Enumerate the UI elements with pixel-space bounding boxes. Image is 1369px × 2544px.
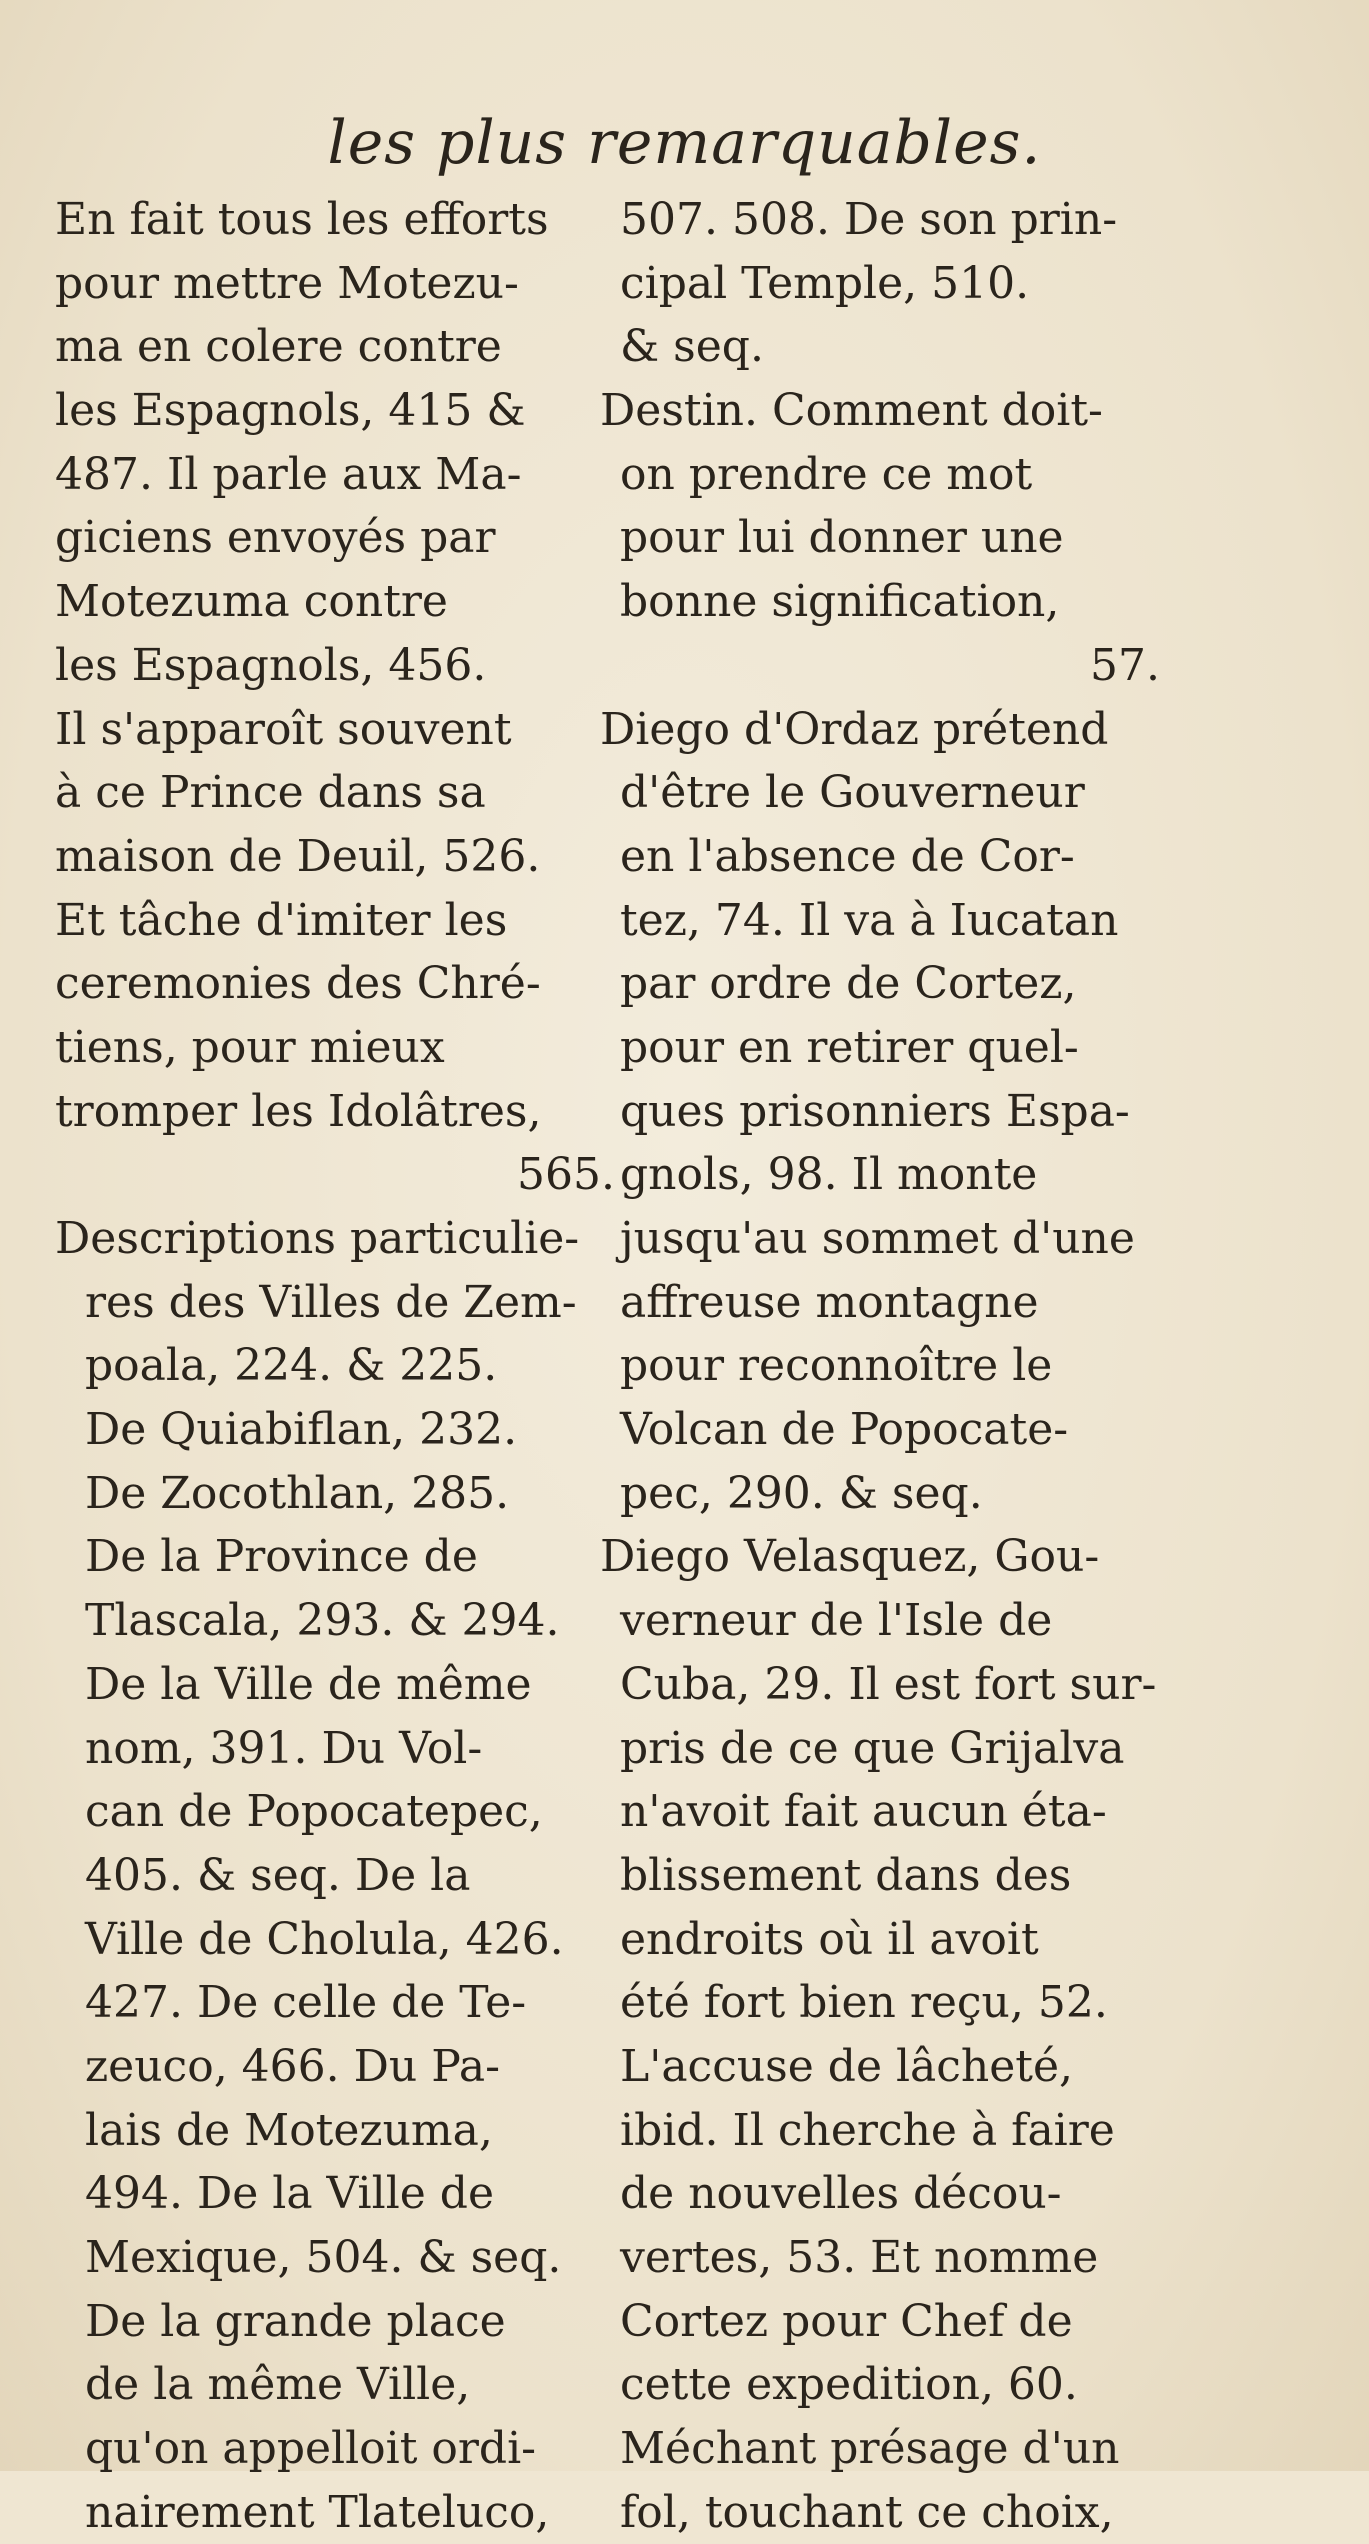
- index-line: ceremonies des Chré-: [55, 958, 541, 1010]
- index-line: vertes, 53. Et nomme: [620, 2232, 1099, 2283]
- index-line: Tlascala, 293. & 294.: [85, 1595, 560, 1647]
- index-line: pour mettre Motezu-: [55, 257, 519, 309]
- index-line: par ordre de Cortez,: [620, 958, 1077, 1010]
- index-line: pec, 290. & seq.: [620, 1467, 983, 1519]
- index-line: d'être le Gouverneur: [620, 767, 1085, 819]
- index-line: Et tâche d'imiter les: [55, 894, 508, 946]
- index-line: qu'on appelloit ordi-: [85, 2423, 537, 2475]
- index-line: pour en retirer quel-: [620, 1021, 1079, 1073]
- index-line: en l'absence de Cor-: [620, 830, 1075, 882]
- index-line: maison de Deuil, 526.: [55, 830, 541, 882]
- index-line: 487. Il parle aux Ma-: [55, 448, 522, 500]
- index-line: tiens, pour mieux: [55, 1021, 445, 1073]
- index-line: 507. 508. De son prin-: [620, 194, 1118, 245]
- index-line: De la Province de: [85, 1531, 478, 1583]
- index-line: Il s'apparoît souvent: [55, 703, 512, 755]
- index-line: ma en colere contre: [55, 321, 502, 373]
- index-line: En fait tous les efforts: [55, 194, 549, 245]
- index-line: L'accuse de lâcheté,: [620, 2040, 1073, 2092]
- index-line: bonne signification,: [620, 576, 1060, 628]
- index-line: ques prisonniers Espa-: [620, 1085, 1130, 1137]
- index-line: Mexique, 504. & seq.: [85, 2232, 562, 2283]
- index-entry-heading: Destin. Comment doit-: [600, 385, 1103, 437]
- index-line: De Zocothlan, 285.: [85, 1467, 510, 1519]
- index-line: on prendre ce mot: [620, 448, 1033, 500]
- left-column: [55, 188, 615, 2544]
- index-line: pour lui donner une: [620, 512, 1064, 564]
- index-line: tromper les Idolâtres,: [55, 1085, 542, 1137]
- index-line: jusqu'au sommet d'une: [620, 1213, 1135, 1264]
- index-line: res des Villes de Zem-: [85, 1276, 577, 1328]
- index-line: 405. & seq. De la: [85, 1849, 471, 1901]
- index-line: Motezuma contre: [55, 576, 448, 628]
- index-line: & seq.: [620, 321, 764, 373]
- index-line: De Quiabiflan, 232.: [85, 1404, 518, 1456]
- index-line: can de Popocatepec,: [85, 1786, 543, 1838]
- index-line: pour reconnoître le: [620, 1340, 1053, 1392]
- index-line: 494. De la Ville de: [85, 2168, 494, 2220]
- index-line: affreuse montagne: [620, 1276, 1039, 1328]
- index-line: tez, 74. Il va à Iucatan: [620, 894, 1119, 946]
- index-line: nairement Tlateluco,: [85, 2486, 550, 2538]
- index-line: les Espagnols, 456.: [55, 639, 487, 691]
- index-line: Cuba, 29. Il est fort sur-: [620, 1658, 1157, 1710]
- running-header: les plus remarquables.: [327, 108, 1042, 178]
- index-entry-heading: Diego Velasquez, Gou-: [600, 1531, 1100, 1583]
- index-line: verneur de l'Isle de: [620, 1595, 1053, 1647]
- index-line: de nouvelles décou-: [620, 2168, 1062, 2220]
- index-line: giciens envoyés par: [55, 512, 496, 564]
- index-line: 57.: [1090, 639, 1160, 691]
- index-line: Cortez pour Chef de: [620, 2295, 1073, 2347]
- index-line: De la grande place: [85, 2295, 506, 2347]
- index-entry-heading: Descriptions particulie-: [55, 1213, 580, 1264]
- index-line: Volcan de Popocate-: [620, 1404, 1069, 1456]
- index-line: fol, touchant ce choix,: [620, 2486, 1114, 2538]
- index-line: De la Ville de même: [85, 1658, 532, 1710]
- index-line: été fort bien reçu, 52.: [620, 1977, 1108, 2029]
- index-line: n'avoit fait aucun éta-: [620, 1786, 1107, 1838]
- index-line: de la même Ville,: [85, 2359, 471, 2411]
- index-line: endroits où il avoit: [620, 1913, 1039, 1965]
- index-line: cipal Temple, 510.: [620, 257, 1030, 309]
- right-column: [600, 188, 1160, 2544]
- index-line: lais de Motezuma,: [85, 2104, 493, 2156]
- index-line: poala, 224. & 225.: [85, 1340, 498, 1392]
- index-line: zeuco, 466. Du Pa-: [85, 2040, 500, 2092]
- index-line: à ce Prince dans sa: [55, 767, 486, 819]
- index-line: Ville de Cholula, 426.: [85, 1913, 564, 1965]
- index-line: pris de ce que Grijalva: [620, 1722, 1125, 1774]
- index-line: Méchant présage d'un: [620, 2423, 1120, 2475]
- index-line: nom, 391. Du Vol-: [85, 1722, 483, 1774]
- index-line: 565.: [517, 1149, 615, 1201]
- index-line: 427. De celle de Te-: [85, 1977, 527, 2029]
- index-line: ibid. Il cherche à faire: [620, 2104, 1115, 2156]
- index-line: blissement dans des: [620, 1849, 1072, 1901]
- index-line: gnols, 98. Il monte: [620, 1149, 1038, 1201]
- index-line: les Espagnols, 415 &: [55, 385, 526, 437]
- index-line: cette expedition, 60.: [620, 2359, 1078, 2411]
- index-entry-heading: Diego d'Ordaz prétend: [600, 703, 1109, 755]
